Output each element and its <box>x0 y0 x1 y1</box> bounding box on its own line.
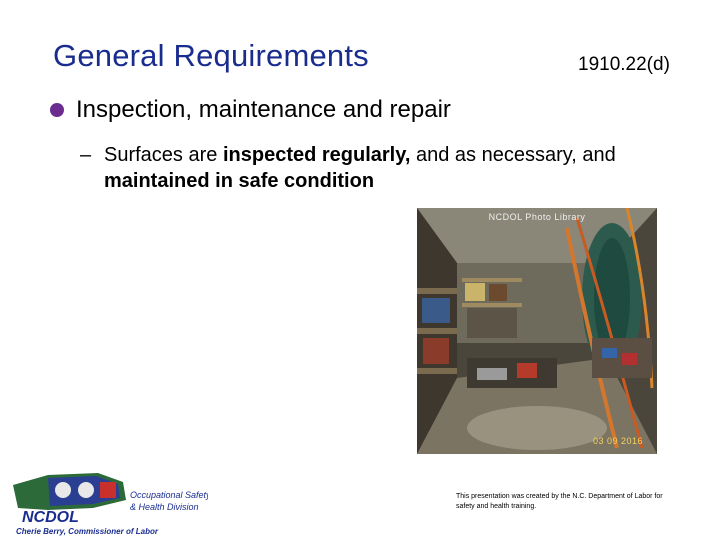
storage-container-photo <box>417 208 657 454</box>
photo-date-stamp: 03 09 2016 <box>592 436 643 446</box>
sub-bullet <box>80 142 640 194</box>
sub-text-1: Surfaces are <box>104 144 223 166</box>
footer-note: This presentation was created by the N.C. Department of Labor for safety and health training. <box>456 493 663 510</box>
bullet-item <box>50 96 451 124</box>
photo-illustration <box>417 208 657 454</box>
sub-bold-2: maintained in safe condition <box>104 170 375 192</box>
dash-icon: – <box>80 144 92 166</box>
sub-bold-1: inspected regularly, <box>222 144 411 166</box>
commissioner-line: Cherie Berry, Commissioner of Labor <box>16 527 158 536</box>
standard-reference: 1910.22(d) <box>578 54 670 75</box>
bullet-text: Inspection, maintenance and repair <box>76 96 451 123</box>
nc-state-logo-icon <box>8 470 208 525</box>
svg-text:NCDOL: NCDOL <box>22 509 79 525</box>
bullet-dot-icon <box>50 103 64 117</box>
svg-text:& Health Division: & Health Division <box>130 502 199 512</box>
sub-bullet-text <box>104 142 640 194</box>
photo-library-label: NCDOL Photo Library <box>488 212 586 222</box>
svg-text:Occupational Safety: Occupational Safety <box>130 490 208 500</box>
sub-text-2: and as necessary, and <box>410 144 616 166</box>
slide-title: General Requirements <box>53 38 369 73</box>
